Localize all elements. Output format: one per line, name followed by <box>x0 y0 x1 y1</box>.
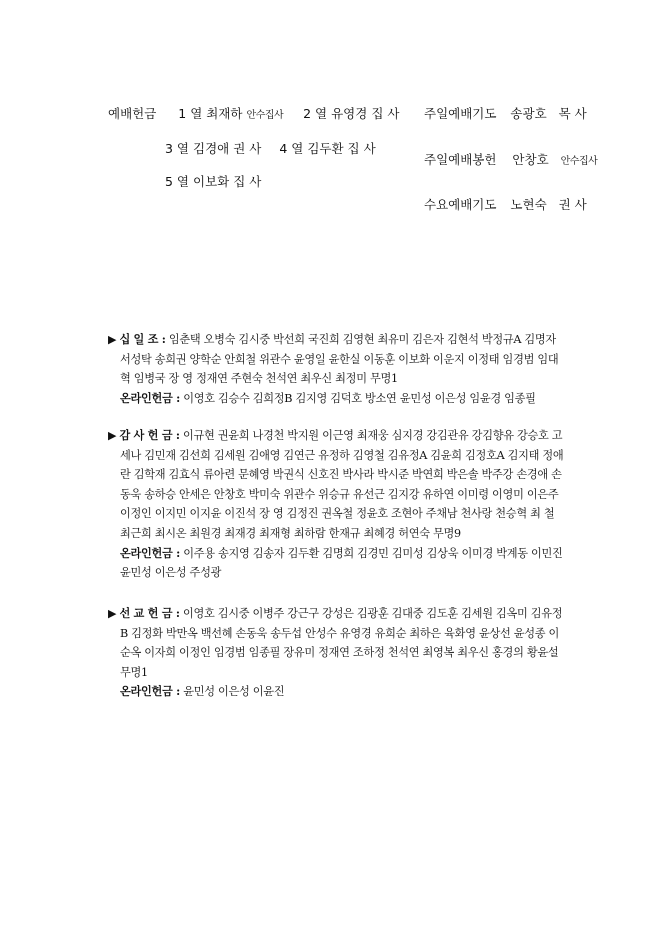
offering-roster-label: 예배헌금 <box>108 106 157 121</box>
thanks-section <box>108 426 568 583</box>
service-role-title: 권 사 <box>558 197 587 212</box>
thanks-online <box>108 544 568 583</box>
thanks-names: 이규현 권윤희 나경천 박지원 이근영 최재웅 심지경 강김관유 강김향유 강승호 고세나 김민재 김선희 김세원 김애영 김연근 유정하 김영철 김유정A 김윤희 김정호A 김지태 정애란 김학재 김효식 류아련 문혜영 박권식 신호진 박사라 박시준 박연희 박은솔 박주강 손경애 손동욱 송하승 안세은 안창호 박미숙 위관수 위승규 유선근 김지강 유하연 이미령 이영미 이은주 이정인 이지민 이지윤 이진석 장 영 김정진 권옥철 정윤호 조현아 주채남 천사랑 천승혁 최 철 최근희 최시온 최원경 최재경 최재형 최하람 한재규 최혜경 허연숙 무명9 <box>120 429 564 540</box>
roster-name: 유영경 <box>331 106 368 121</box>
offering-roster-row-1 <box>108 106 399 124</box>
service-role-name: 송광호 <box>510 106 547 121</box>
online-offering-names: 이주용 송지영 김송자 김두환 김명희 김경민 김미성 김상욱 이미경 박계동 이민진 윤민성 이은성 주성광 <box>120 546 563 580</box>
thanks-label: 감 사 헌 금 : <box>119 428 180 442</box>
tithe-names: 임춘택 오병숙 김시중 박선희 국진희 김영현 최유미 김은자 김현석 박정규A 김명자 서성탁 송희권 양학순 안희철 위관수 윤영일 윤한실 이동훈 이보화 이운지 이정태 임경범 임대혁 임병국 장 영 정재연 주현숙 천석연 최우신 최정미 무명1 <box>120 333 559 386</box>
roster-title: 안수집사 <box>246 110 284 121</box>
service-role-title: 목 사 <box>558 106 587 121</box>
roster-col: 5 열 <box>165 174 190 189</box>
service-role-name: 노현숙 <box>510 197 547 212</box>
bullet-arrow-icon: ▶ <box>108 429 117 442</box>
tithe-label: 십 일 조 : <box>119 332 166 346</box>
service-role-title: 안수집사 <box>560 156 598 167</box>
online-offering-label: 온라인헌금 : <box>120 390 180 405</box>
roster-col: 3 열 <box>165 141 190 156</box>
tithe-list <box>108 330 568 389</box>
mission-section <box>108 604 568 702</box>
roster-title: 집 사 <box>347 141 376 156</box>
service-role-offering-sunday <box>424 152 597 170</box>
roster-name: 이보화 <box>193 174 230 189</box>
service-role-label: 주일예배기도 <box>424 106 497 121</box>
service-role-prayer-wednesday <box>424 197 587 213</box>
thanks-list <box>108 426 568 544</box>
roster-title: 집 사 <box>371 106 400 121</box>
roster-col: 4 열 <box>279 141 304 156</box>
service-role-label: 수요예배기도 <box>424 197 497 212</box>
mission-online <box>108 682 568 702</box>
roster-name: 최재하 <box>206 106 243 121</box>
mission-list <box>108 604 568 682</box>
online-offering-label: 온라인헌금 : <box>120 545 180 560</box>
bullet-arrow-icon: ▶ <box>108 607 117 620</box>
tithe-section <box>108 330 568 408</box>
online-offering-names: 윤민성 이은성 이윤진 <box>183 685 285 699</box>
mission-label: 선 교 헌 금 : <box>119 606 180 620</box>
online-offering-label: 온라인헌금 : <box>120 684 180 699</box>
tithe-online <box>108 389 568 409</box>
offering-roster-row-3 <box>165 174 261 190</box>
roster-title: 권 사 <box>233 141 262 156</box>
service-role-label: 주일예배봉헌 <box>424 152 497 167</box>
mission-names: 이영호 김시중 이병주 강근구 강성은 김광훈 김대중 김도훈 김세원 김옥미 김유정B 김정화 박만옥 백선혜 손동욱 송두섭 안성수 유영경 유희순 최하은 육화영 윤상선 윤성종 이순옥 이자희 이정인 임경범 임종필 장유미 정재연 조하정 천석연 최영복 최우신 홍경의 황윤설 무명1 <box>120 607 563 679</box>
service-role-prayer-sunday <box>424 106 587 122</box>
bullet-arrow-icon: ▶ <box>108 333 117 346</box>
roster-title: 집 사 <box>233 174 262 189</box>
roster-col: 2 열 <box>303 106 328 121</box>
service-role-name: 안창호 <box>512 152 549 167</box>
roster-col: 1 열 <box>178 106 203 121</box>
online-offering-names: 이영호 김승수 김희정B 김지영 김덕호 방소연 윤민성 이은성 임윤경 임종필 <box>183 391 536 405</box>
roster-name: 김두환 <box>307 141 344 156</box>
roster-name: 김경애 <box>193 141 230 156</box>
offering-roster-row-2 <box>165 141 376 157</box>
